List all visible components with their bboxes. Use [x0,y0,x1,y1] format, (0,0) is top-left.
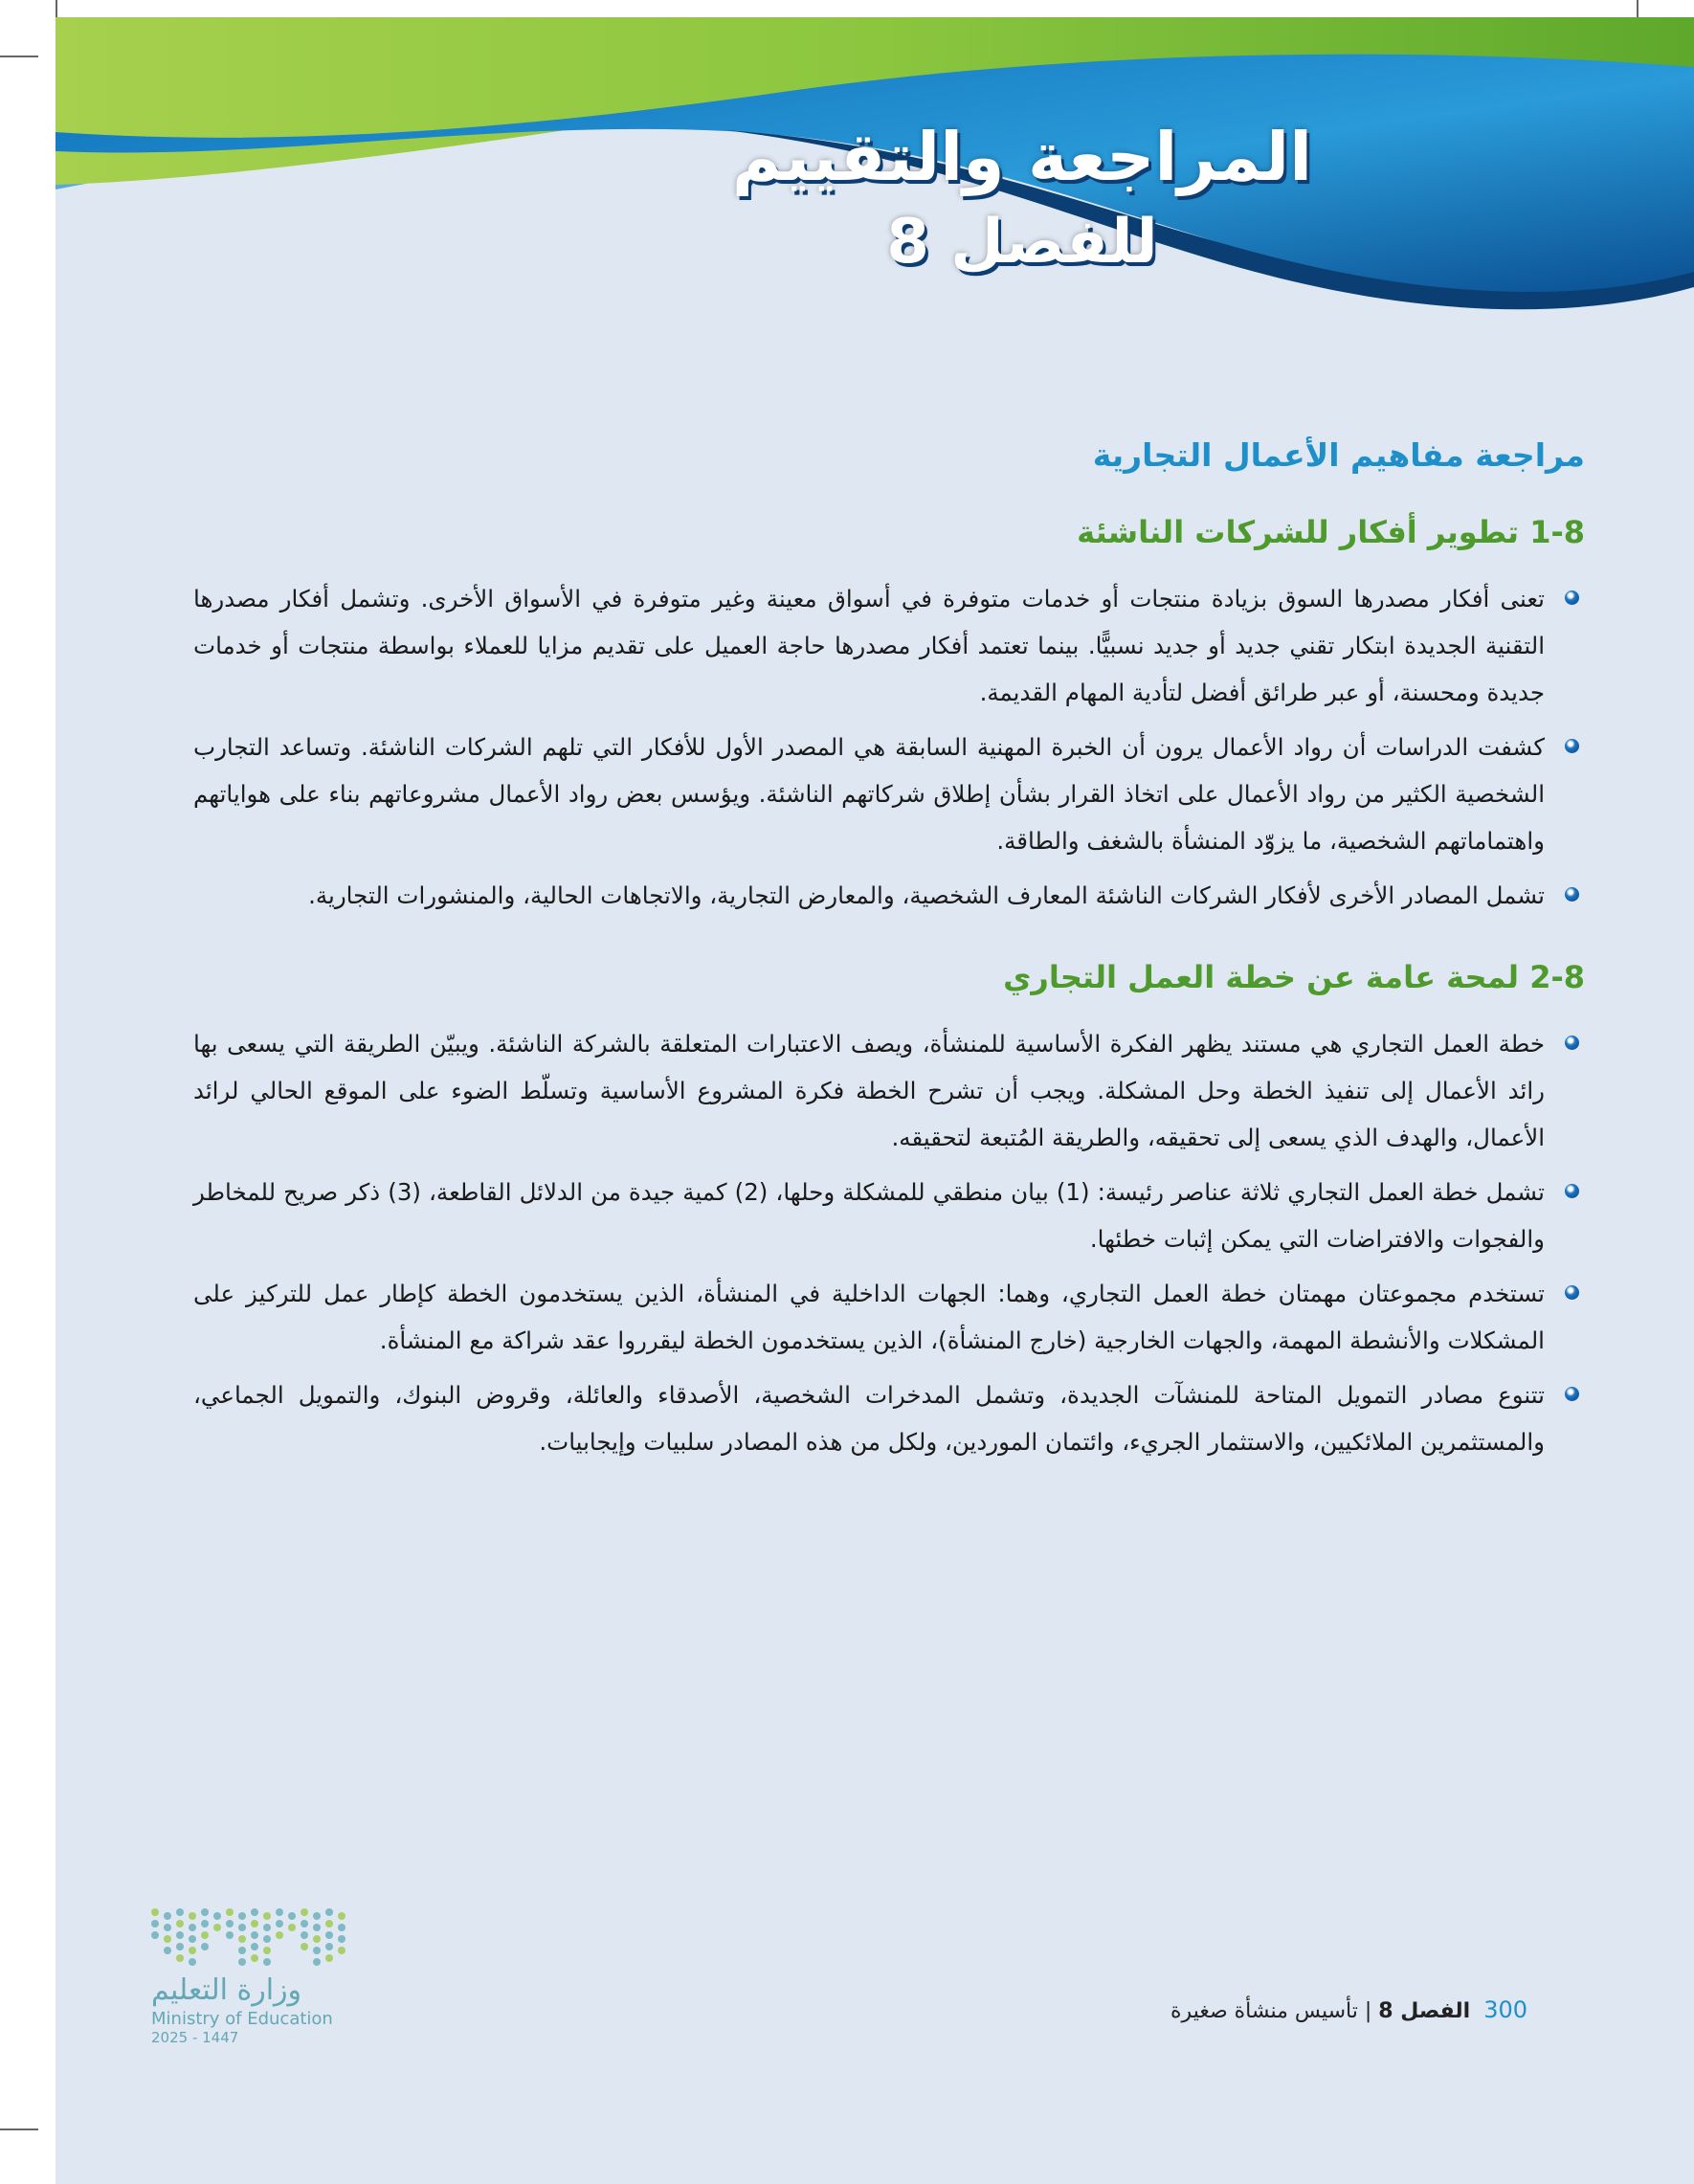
list-item [193,724,1585,864]
logo-dot [313,1924,321,1931]
section-heading-8-1: 1-8 تطوير أفكار للشركات الناشئة [1077,514,1585,550]
review-heading: مراجعة مفاهيم الأعمال التجارية [1092,436,1585,474]
logo-dot [276,1920,283,1928]
bullet-icon [1565,887,1579,902]
logo-year: 2025 - 1447 [151,2029,239,2046]
logo-dot [201,1908,209,1916]
list-item-text: تشمل خطة العمل التجاري ثلاثة عناصر رئيسة: (1) بيان منطقي للمشكلة وحلها، (2) كمية جيدة من الدلائل القاطعة، (3) ذكر صريح للمخاطر والفجوات والافتراضات التي يمكن إثبات خطئها. [193,1178,1545,1253]
bullet-icon [1565,591,1579,605]
list-item-text: تعنى أفكار مصدرها السوق بزيادة منتجات أو خدمات متوفرة في أسواق معينة وغير متوفرة في الأسواق الأخرى. وتشمل أفكار مصدرها التقنية الجديدة ابتكار تقني جديد أو جديد نسبيًّا. بينما تعتمد أفكار مصدرها حاجة العميل على تقديم مزايا للعملاء بواسطة منتجات أو خدمات جديدة ومحسنة، أو عبر طرائق أفضل لتأدية المهام القديمة. [193,585,1545,706]
logo-dot [288,1912,296,1920]
ministry-logo [151,1899,371,2046]
logo-dot [263,1947,271,1954]
logo-dot [213,1912,221,1920]
logo-dot [276,1931,283,1939]
logo-dot [263,1912,271,1920]
logo-dot [288,1924,296,1931]
logo-dot [313,1947,321,1954]
logo-dot [189,1912,196,1920]
list-item [193,1371,1585,1465]
logo-dot [263,1958,271,1966]
logo-dot [151,1931,159,1939]
logo-dot [189,1935,196,1943]
list-item [193,872,1585,919]
footer-separator: | [1364,1999,1372,2023]
logo-dot [164,1924,171,1931]
logo-dot [325,1954,333,1962]
logo-dot [176,1908,184,1916]
page-footer [1170,1996,1527,2023]
logo-dot [213,1924,221,1931]
title-line-1: المراجعة والتقييم [731,118,1313,196]
logo-dot [301,1931,308,1939]
logo-dot [276,1908,283,1916]
logo-dot [176,1931,184,1939]
section-heading-8-2: 2-8 لمحة عامة عن خطة العمل التجاري [1003,959,1585,995]
logo-dot [226,1931,234,1939]
logo-dot [189,1924,196,1931]
logo-dot [189,1958,196,1966]
logo-dot [151,1908,159,1916]
logo-dot [313,1912,321,1920]
logo-dot [301,1943,308,1950]
logo-dot [313,1958,321,1966]
list-item [193,1169,1585,1262]
logo-dot [238,1947,246,1954]
bullet-icon [1565,739,1579,753]
section-8-2-list [193,1020,1585,1465]
list-item [193,1020,1585,1161]
bullet-icon [1565,1285,1579,1300]
logo-dot [325,1931,333,1939]
list-item-text: خطة العمل التجاري هي مستند يظهر الفكرة الأساسية للمنشأة، ويصف الاعتبارات المتعلقة بالشركة الناشئة. ويبيّن الطريقة التي يسعى بها رائد الأعمال إلى تنفيذ الخطة وحل المشكلة. ويجب أن تشرح الخطة فكرة المشروع الأساسية وتسلّط الضوء على الموقع الحالي لرائد الأعمال، والهدف الذي يسعى إلى تحقيقه، والطريقة المُتبعة لتحقيقه. [193,1030,1545,1151]
logo-arabic: وزارة التعليم [151,1973,302,2007]
list-item-text: كشفت الدراسات أن رواد الأعمال يرون أن الخبرة المهنية السابقة هي المصدر الأول للأفكار التي تلهم الشركات الناشئة. وتساعد التجارب الشخصية الكثير من رواد الأعمال على اتخاذ القرار بشأن إطلاق شركاتهم الناشئة. ويؤسس بعض رواد الأعمال مشروعاتهم بناء على هواياتهم واهتماماتهم الشخصية، ما يزوّد المنشأة بالشغف والطاقة. [193,733,1545,855]
logo-dot [325,1920,333,1928]
logo-dot [338,1935,345,1943]
logo-dot [201,1920,209,1928]
logo-dot [238,1912,246,1920]
list-item [193,1270,1585,1364]
bullet-icon [1565,1184,1579,1198]
logo-dot [251,1943,258,1950]
list-item-text: تستخدم مجموعتان مهمتان خطة العمل التجاري، وهما: الجهات الداخلية في المنشأة، الذين يستخدمون الخطة كإطار عمل للتركيز على المشكلات والأنشطة المهمة، والجهات الخارجية (خارج المنشأة)، الذين يستخدمون الخطة ليقرروا عقد شراكة مع المنشأة. [193,1280,1545,1354]
logo-dot [301,1920,308,1928]
logo-dots-icon [151,1899,371,1966]
list-item-text: تشمل المصادر الأخرى لأفكار الشركات الناشئة المعارف الشخصية، والمعارض التجارية، والاتجاهات الحالية، والمنشورات التجارية. [308,881,1545,909]
logo-dot [325,1908,333,1916]
page [56,17,1694,2184]
logo-dot [176,1920,184,1928]
logo-dot [251,1920,258,1928]
logo-dot [226,1908,234,1916]
logo-dot [338,1912,345,1920]
title-line-2: للفصل 8 [886,207,1158,278]
page-title [591,113,1453,283]
logo-dot [201,1943,209,1950]
review-content [193,400,1585,1473]
logo-dot [338,1924,345,1931]
section-8-1-list [193,575,1585,919]
logo-dot [251,1908,258,1916]
logo-dot [338,1947,345,1954]
logo-dot [164,1912,171,1920]
list-item-text: تتنوع مصادر التمويل المتاحة للمنشآت الجديدة، وتشمل المدخرات الشخصية، الأصدقاء والعائلة، وقروض البنوك، والتمويل الجماعي، والمستثمرين الملائكيين، والاستثمار الجريء، وائتمان الموردين، ولكل من هذه المصادر سلبيات وإيجابيات. [193,1381,1545,1456]
logo-dot [164,1947,171,1954]
logo-dot [176,1943,184,1950]
logo-dot [238,1958,246,1966]
logo-dot [263,1924,271,1931]
bullet-icon [1565,1036,1579,1050]
logo-dot [263,1935,271,1943]
list-item [193,575,1585,716]
logo-dot [226,1920,234,1928]
logo-dot [251,1954,258,1962]
logo-english: Ministry of Education [151,2009,333,2029]
logo-dot [151,1920,159,1928]
footer-chapter: الفصل 8 [1378,1999,1471,2023]
logo-dot [164,1935,171,1943]
logo-dot [189,1947,196,1954]
page-number: 300 [1483,1996,1527,2023]
logo-dot [251,1931,258,1939]
logo-dot [238,1924,246,1931]
logo-dot [201,1931,209,1939]
logo-dot [176,1954,184,1962]
logo-dot [313,1935,321,1943]
logo-dot [238,1935,246,1943]
logo-dot [325,1943,333,1950]
footer-book-title: تأسيس منشأة صغيرة [1170,1999,1358,2023]
logo-dot [301,1908,308,1916]
bullet-icon [1565,1387,1579,1401]
